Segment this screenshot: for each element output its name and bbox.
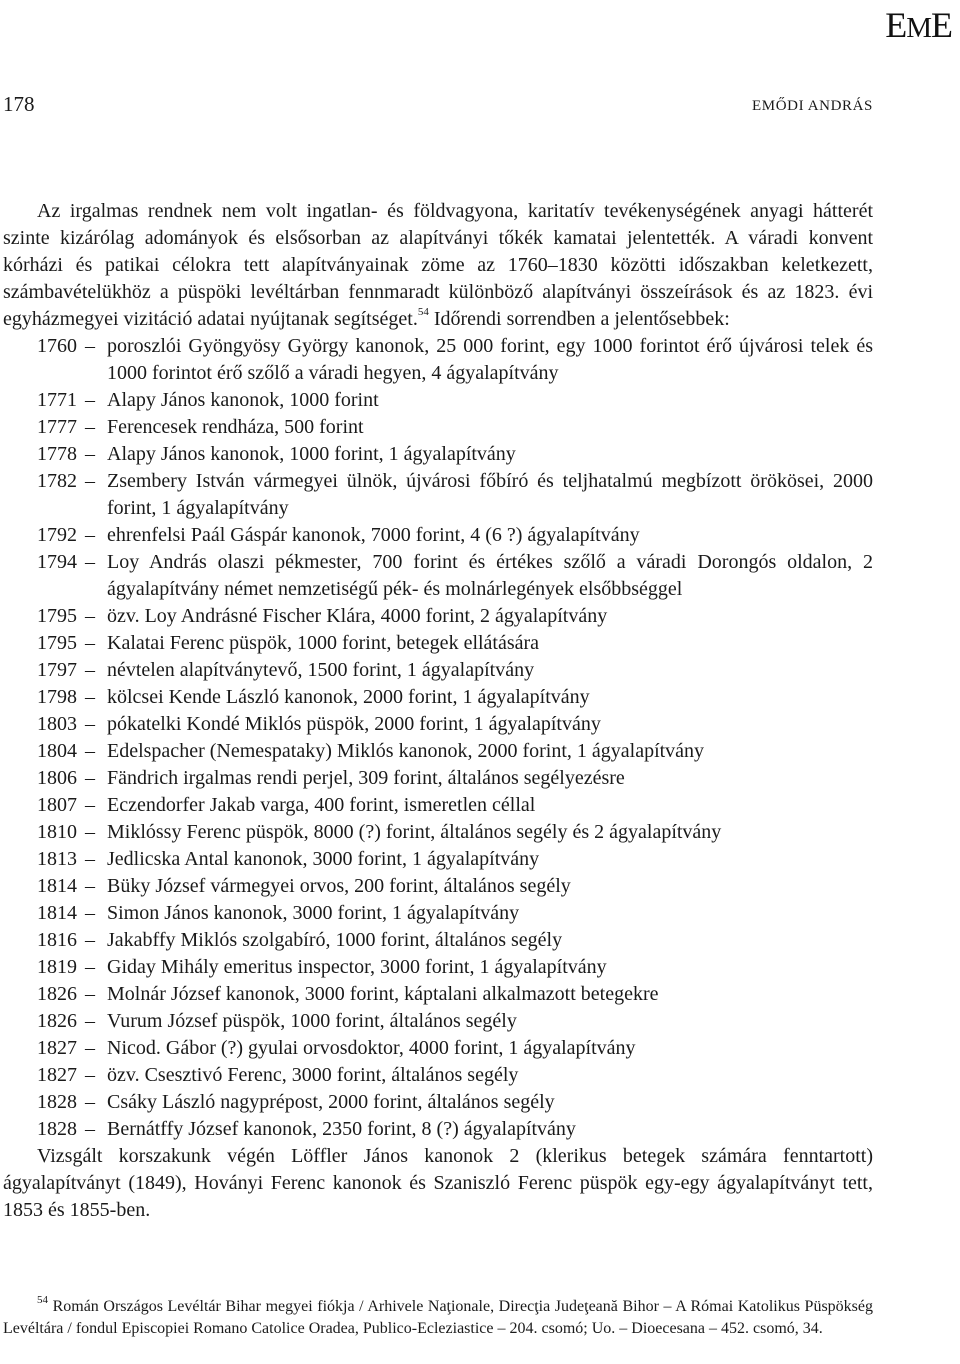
list-item <box>3 981 873 1008</box>
entry-text: Büky József vármegyei orvos, 200 forint, általános segély <box>107 875 571 897</box>
list-item <box>3 333 873 387</box>
list-item <box>3 414 873 441</box>
list-item <box>3 792 873 819</box>
list-item <box>3 1116 873 1143</box>
entry-year: 1804 <box>37 740 77 762</box>
list-item <box>3 819 873 846</box>
entry-dash: – <box>85 659 95 681</box>
list-item <box>3 387 873 414</box>
entry-text: Fändrich irgalmas rendi perjel, 309 forint, általános segélyezésre <box>107 767 625 789</box>
entry-year: 1798 <box>37 686 77 708</box>
entry-year: 1794 <box>37 551 77 573</box>
entry-dash: – <box>85 524 95 546</box>
entry-year: 1777 <box>37 416 77 438</box>
entry-text: Alapy János kanonok, 1000 forint, 1 ágyalapítvány <box>107 443 516 465</box>
footnote-text: $^{54}$ Román Országos Levéltár Bihar megyei fiókja / Arhivele Naţionale, Direcţia Judeţeană Bihor – A Római Katolikus Püspökség Levéltára / fondul Episcopiei Romano Catolice Oradea, Publico-Ecleziastice – 204. csomó; Uo. – Dioecesana – 452. csomó, 34. <box>3 1293 873 1337</box>
entry-dash: – <box>85 713 95 735</box>
entry-year: 1814 <box>37 875 77 897</box>
donation-list <box>3 333 873 1143</box>
entry-year: 1797 <box>37 659 77 681</box>
entry-text: Jakabffy Miklós szolgabíró, 1000 forint, általános segély <box>107 929 563 951</box>
entry-year: 1771 <box>37 389 77 411</box>
entry-year: 1828 <box>37 1118 77 1140</box>
entry-text: Bernátffy József kanonok, 2350 forint, 8 (?) ágyalapítvány <box>107 1118 576 1140</box>
entry-text: Vurum József püspök, 1000 forint, általános segély <box>107 1010 517 1032</box>
entry-text: Giday Mihály emeritus inspector, 3000 forint, 1 ágyalapítvány <box>107 956 607 978</box>
entry-dash: – <box>85 335 95 357</box>
footnote-ref[interactable]: 54 <box>417 306 429 319</box>
entry-text: özv. Loy Andrásné Fischer Klára, 4000 forint, 2 ágyalapítvány <box>107 605 608 627</box>
entry-text: Simon János kanonok, 3000 forint, 1 ágyalapítvány <box>107 902 520 924</box>
entry-dash: – <box>85 767 95 789</box>
entry-dash: – <box>85 821 95 843</box>
entry-text: poroszlói Gyöngyösy György kanonok, 25 000 forint, egy 1000 forintot érő újvárosi telek és 1000 forintot érő szőlő a váradi hegyen, 4 ágyalapítvány <box>107 335 873 384</box>
entry-dash: – <box>85 470 95 492</box>
list-item <box>3 900 873 927</box>
list-item <box>3 549 873 603</box>
closing-paragraph: Vizsgált korszakunk végén Löffler János kanonok 2 (klerikus betegek számára fenntartott) ágyalapítványt (1849), Hoványi Ferenc kanonok és Szaniszló Ferenc püspök egy-egy ágyalapítványt tett, 1853 és 1855-ben. <box>3 1145 873 1221</box>
entry-text: Nicod. Gábor (?) gyulai orvosdoktor, 4000 forint, 1 ágyalapítvány <box>107 1037 636 1059</box>
entry-text: Zsembery István vármegyei ülnök, újvárosi főbíró és teljhatalmú megbízott örökösei, 2000 forint, 1 ágyalapítvány <box>107 470 873 519</box>
entry-year: 1806 <box>37 767 77 789</box>
intro-paragraph: Az irgalmas rendnek nem volt ingatlan- és földvagyona, karitatív tevékenységének anyagi hátterét szinte kizárólag adományok és elsősorban az alapítványi tőkék kamatai jelentették. A váradi konvent kórházi és patikai célokra tett alapítványainak zöme az 1760–1830 közötti időszakban keletkezett, számbavételükhöz a püspöki levéltárban fennmaradt különböző alapítványi összeírások és az 1823. évi egyházmegyei vizitáció adatai nyújtanak segítséget.$^{54}$ Időrendi sorrendben a jelentősebbek: <box>3 200 873 330</box>
entry-text: Loy András olaszi pékmester, 700 forint és értékes szőlő a váradi Dorongós oldalon, 2 ágyalapítvány német nemzetiségű pék- és molnárlegények elsőbbséggel <box>107 551 873 600</box>
entry-year: 1810 <box>37 821 77 843</box>
footnote-number: 54 <box>37 1293 48 1306</box>
entry-year: 1782 <box>37 470 77 492</box>
footnote <box>3 1293 873 1340</box>
entry-text: Jedlicska Antal kanonok, 3000 forint, 1 ágyalapítvány <box>107 848 540 870</box>
list-item <box>3 1035 873 1062</box>
entry-text: Molnár József kanonok, 3000 forint, káptalani alkalmazott betegekre <box>107 983 659 1005</box>
page-header <box>3 92 873 122</box>
page-number: 178 <box>3 92 35 116</box>
entry-text: özv. Csesztivó Ferenc, 3000 forint, általános segély <box>107 1064 519 1086</box>
list-item <box>3 603 873 630</box>
entry-year: 1827 <box>37 1064 77 1086</box>
entry-year: 1795 <box>37 632 77 654</box>
entry-dash: – <box>85 1037 95 1059</box>
entry-text: Miklóssy Ferenc püspök, 8000 (?) forint, általános segély és 2 ágyalapítvány <box>107 821 722 843</box>
list-item <box>3 846 873 873</box>
list-item <box>3 441 873 468</box>
entry-year: 1792 <box>37 524 77 546</box>
list-item <box>3 1089 873 1116</box>
list-item <box>3 657 873 684</box>
entry-dash: – <box>85 740 95 762</box>
entry-dash: – <box>85 794 95 816</box>
running-head: EMŐDI ANDRÁS <box>752 98 873 114</box>
entry-year: 1760 <box>37 335 77 357</box>
list-item <box>3 765 873 792</box>
list-item <box>3 630 873 657</box>
entry-dash: – <box>85 983 95 1005</box>
entry-dash: – <box>85 605 95 627</box>
entry-dash: – <box>85 389 95 411</box>
entry-dash: – <box>85 632 95 654</box>
entry-text: kölcsei Kende László kanonok, 2000 forint, 1 ágyalapítvány <box>107 686 590 708</box>
list-item <box>3 1008 873 1035</box>
entry-year: 1826 <box>37 1010 77 1032</box>
list-item <box>3 468 873 522</box>
entry-text: névtelen alapítványtevő, 1500 forint, 1 ágyalapítvány <box>107 659 535 681</box>
entry-dash: – <box>85 929 95 951</box>
entry-text: Csáky László nagyprépost, 2000 forint, általános segély <box>107 1091 555 1113</box>
entry-text: ehrenfelsi Paál Gáspár kanonok, 7000 forint, 4 (6 ?) ágyalapítvány <box>107 524 640 546</box>
entry-text: Eczendorfer Jakab varga, 400 forint, ismeretlen céllal <box>107 794 536 816</box>
entry-year: 1814 <box>37 902 77 924</box>
entry-year: 1813 <box>37 848 77 870</box>
entry-year: 1816 <box>37 929 77 951</box>
entry-dash: – <box>85 1118 95 1140</box>
entry-dash: – <box>85 1091 95 1113</box>
entry-dash: – <box>85 848 95 870</box>
entry-text: Ferencesek rendháza, 500 forint <box>107 416 364 438</box>
entry-dash: – <box>85 443 95 465</box>
entry-year: 1826 <box>37 983 77 1005</box>
entry-year: 1827 <box>37 1037 77 1059</box>
list-item <box>3 522 873 549</box>
entry-text: Edelspacher (Nemespataky) Miklós kanonok, 2000 forint, 1 ágyalapítvány <box>107 740 705 762</box>
list-item <box>3 684 873 711</box>
list-item <box>3 954 873 981</box>
entry-text: Kalatai Ferenc püspök, 1000 forint, betegek ellátására <box>107 632 540 654</box>
entry-year: 1807 <box>37 794 77 816</box>
list-item <box>3 738 873 765</box>
entry-dash: – <box>85 416 95 438</box>
entry-year: 1795 <box>37 605 77 627</box>
list-item <box>3 711 873 738</box>
main-text <box>3 198 873 1224</box>
entry-dash: – <box>85 551 95 573</box>
entry-dash: – <box>85 875 95 897</box>
publisher-logo: EME <box>885 5 952 45</box>
entry-year: 1828 <box>37 1091 77 1113</box>
list-item <box>3 927 873 954</box>
entry-text: pókatelki Kondé Miklós püspök, 2000 forint, 1 ágyalapítvány <box>107 713 601 735</box>
entry-dash: – <box>85 902 95 924</box>
entry-text: Alapy János kanonok, 1000 forint <box>107 389 379 411</box>
entry-year: 1778 <box>37 443 77 465</box>
list-item <box>3 873 873 900</box>
entry-dash: – <box>85 1064 95 1086</box>
entry-dash: – <box>85 956 95 978</box>
entry-year: 1819 <box>37 956 77 978</box>
entry-dash: – <box>85 686 95 708</box>
entry-year: 1803 <box>37 713 77 735</box>
entry-dash: – <box>85 1010 95 1032</box>
list-item <box>3 1062 873 1089</box>
